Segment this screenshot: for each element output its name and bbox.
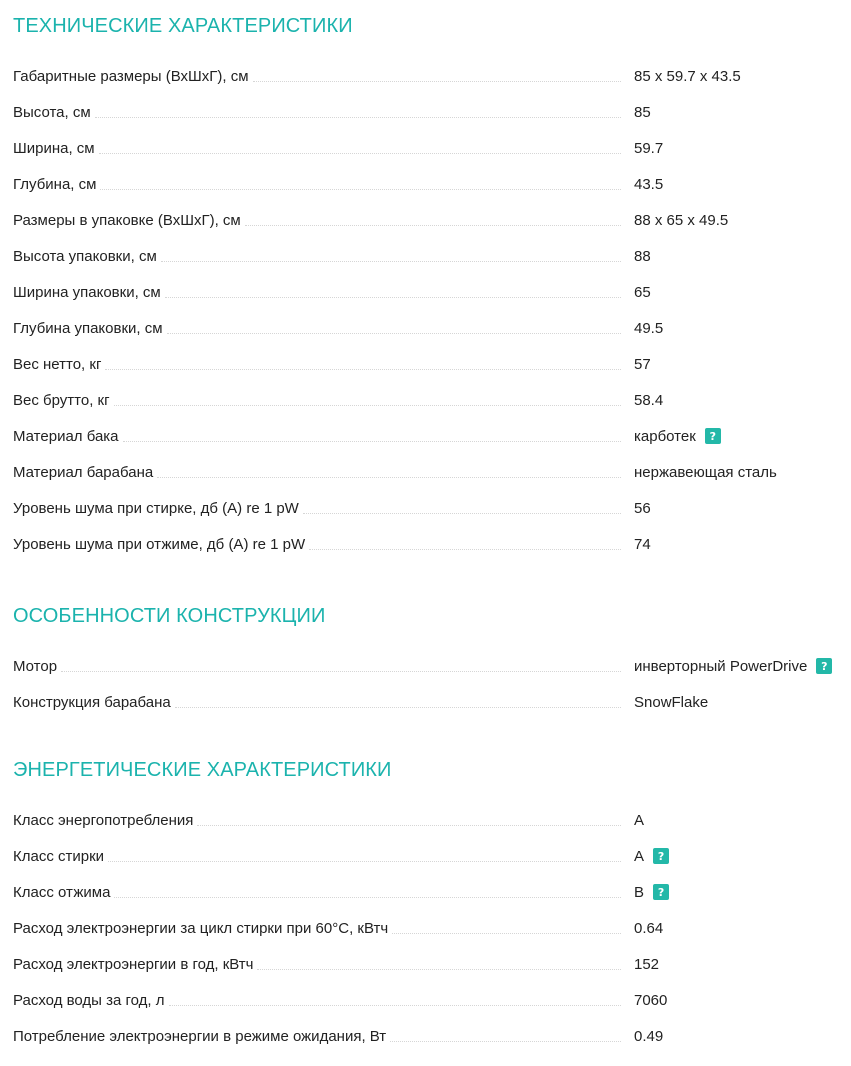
spec-row xyxy=(13,802,845,838)
spec-row xyxy=(13,838,845,874)
spec-row xyxy=(13,346,845,382)
spec-value: 88 x 65 x 49.5 xyxy=(634,211,729,229)
spec-value: нержавеющая сталь xyxy=(634,463,777,481)
dotted-leader xyxy=(392,933,621,934)
spec-row xyxy=(13,490,845,526)
dotted-leader xyxy=(123,441,621,442)
dotted-leader xyxy=(114,405,621,406)
spec-value-cell xyxy=(634,848,669,865)
dotted-leader xyxy=(95,117,621,118)
dotted-leader xyxy=(309,549,621,550)
section-title: ОСОБЕННОСТИ КОНСТРУКЦИИ xyxy=(13,605,326,627)
spec-row xyxy=(13,166,845,202)
dotted-leader xyxy=(161,261,621,262)
spec-value-cell xyxy=(634,464,777,481)
spec-row xyxy=(13,946,845,982)
spec-value: 88 xyxy=(634,247,651,265)
spec-label-cell xyxy=(13,418,621,454)
spec-label: Размеры в упаковке (ВхШхГ), см xyxy=(13,212,245,229)
spec-label: Глубина, см xyxy=(13,176,100,193)
spec-label: Конструкция барабана xyxy=(13,694,175,711)
dotted-leader xyxy=(257,969,621,970)
spec-row xyxy=(13,982,845,1018)
spec-label: Уровень шума при стирке, дб (А) re 1 pW xyxy=(13,500,303,517)
spec-row xyxy=(13,1018,845,1054)
spec-value-cell xyxy=(634,284,651,301)
spec-page xyxy=(13,0,845,1054)
spec-value-cell xyxy=(634,392,663,409)
dotted-leader xyxy=(303,513,621,514)
spec-row xyxy=(13,130,845,166)
spec-row xyxy=(13,58,845,94)
spec-value-cell xyxy=(634,320,663,337)
help-icon[interactable]: ? xyxy=(816,658,832,674)
spec-label-cell xyxy=(13,166,621,202)
dotted-leader xyxy=(105,369,621,370)
section-technical xyxy=(13,0,845,562)
spec-label-cell xyxy=(13,202,621,238)
spec-label-cell xyxy=(13,802,621,838)
spec-value-cell xyxy=(634,248,651,265)
spec-label: Материал бака xyxy=(13,428,123,445)
spec-label-cell xyxy=(13,874,621,910)
spec-label: Глубина упаковки, см xyxy=(13,320,167,337)
spec-label: Материал барабана xyxy=(13,464,157,481)
spec-value: 152 xyxy=(634,955,660,973)
spec-label: Расход воды за год, л xyxy=(13,992,169,1009)
spec-label-cell xyxy=(13,454,621,490)
spec-label: Расход электроэнергии в год, кВтч xyxy=(13,956,257,973)
spec-value: B xyxy=(634,883,645,901)
spec-label-cell xyxy=(13,94,621,130)
spec-label: Мотор xyxy=(13,658,61,675)
spec-list xyxy=(13,58,845,562)
spec-label-cell xyxy=(13,648,621,684)
spec-value: 0.49 xyxy=(634,1027,664,1045)
spec-value: 85 xyxy=(634,103,651,121)
section-energy xyxy=(13,744,845,1054)
spec-label-cell xyxy=(13,838,621,874)
spec-label: Вес брутто, кг xyxy=(13,392,114,409)
spec-row xyxy=(13,238,845,274)
spec-value-cell xyxy=(634,884,669,901)
section-title: ЭНЕРГЕТИЧЕСКИЕ ХАРАКТЕРИСТИКИ xyxy=(13,759,392,781)
spec-row xyxy=(13,648,845,684)
spec-label: Габаритные размеры (ВхШхГ), см xyxy=(13,68,253,85)
spec-value-cell xyxy=(634,212,728,229)
dotted-leader xyxy=(114,897,621,898)
dotted-leader xyxy=(390,1041,621,1042)
spec-value: 59.7 xyxy=(634,139,664,157)
spec-value-cell xyxy=(634,812,644,829)
spec-value: 0.64 xyxy=(634,919,664,937)
spec-row xyxy=(13,274,845,310)
spec-label: Ширина, см xyxy=(13,140,99,157)
spec-value: 43.5 xyxy=(634,175,664,193)
spec-value: A xyxy=(634,811,645,829)
spec-label: Высота упаковки, см xyxy=(13,248,161,265)
spec-row xyxy=(13,910,845,946)
spec-value: 65 xyxy=(634,283,651,301)
dotted-leader xyxy=(108,861,621,862)
dotted-leader xyxy=(61,671,621,672)
spec-label: Вес нетто, кг xyxy=(13,356,105,373)
spec-value: 56 xyxy=(634,499,651,517)
spec-row xyxy=(13,454,845,490)
spec-label-cell xyxy=(13,382,621,418)
spec-value: 58.4 xyxy=(634,391,664,409)
spec-value-cell xyxy=(634,68,741,85)
spec-row xyxy=(13,382,845,418)
spec-value-cell xyxy=(634,176,663,193)
spec-value-cell xyxy=(634,920,663,937)
spec-label-cell xyxy=(13,910,621,946)
spec-label: Потребление электроэнергии в режиме ожидания, Вт xyxy=(13,1028,390,1045)
help-icon[interactable]: ? xyxy=(653,884,669,900)
spec-value: A xyxy=(634,847,645,865)
spec-row xyxy=(13,310,845,346)
spec-label-cell xyxy=(13,274,621,310)
spec-value: 57 xyxy=(634,355,651,373)
spec-label: Класс стирки xyxy=(13,848,108,865)
spec-row xyxy=(13,202,845,238)
spec-value-cell xyxy=(634,500,651,517)
spec-label-cell xyxy=(13,490,621,526)
spec-label-cell xyxy=(13,310,621,346)
spec-value: SnowFlake xyxy=(634,693,709,711)
spec-value: 7060 xyxy=(634,991,668,1009)
help-icon[interactable]: ? xyxy=(653,848,669,864)
spec-value: 85 x 59.7 x 43.5 xyxy=(634,67,741,85)
spec-value-cell xyxy=(634,694,708,711)
spec-label: Ширина упаковки, см xyxy=(13,284,165,301)
spec-value: 49.5 xyxy=(634,319,664,337)
dotted-leader xyxy=(245,225,621,226)
spec-value-cell xyxy=(634,658,832,675)
spec-label-cell xyxy=(13,946,621,982)
spec-value-cell xyxy=(634,140,663,157)
spec-list xyxy=(13,802,845,1054)
dotted-leader xyxy=(157,477,621,478)
spec-label-cell xyxy=(13,982,621,1018)
dotted-leader xyxy=(99,153,621,154)
spec-row xyxy=(13,526,845,562)
spec-label-cell xyxy=(13,238,621,274)
spec-value-cell xyxy=(634,104,651,121)
spec-label: Расход электроэнергии за цикл стирки при 60°С, кВтч xyxy=(13,920,392,937)
spec-label-cell xyxy=(13,130,621,166)
spec-value-cell xyxy=(634,992,667,1009)
spec-label-cell xyxy=(13,684,621,720)
dotted-leader xyxy=(167,333,621,334)
dotted-leader xyxy=(100,189,621,190)
spec-value: 74 xyxy=(634,535,651,553)
spec-label: Высота, см xyxy=(13,104,95,121)
dotted-leader xyxy=(197,825,621,826)
spec-row xyxy=(13,684,845,720)
dotted-leader xyxy=(165,297,621,298)
spec-label-cell xyxy=(13,526,621,562)
spec-value-cell xyxy=(634,356,651,373)
spec-label: Уровень шума при отжиме, дб (А) re 1 pW xyxy=(13,536,309,553)
spec-row xyxy=(13,874,845,910)
spec-label: Класс энергопотребления xyxy=(13,812,197,829)
help-icon[interactable]: ? xyxy=(705,428,721,444)
dotted-leader xyxy=(175,707,621,708)
spec-row xyxy=(13,418,845,454)
spec-label-cell xyxy=(13,346,621,382)
spec-label-cell xyxy=(13,1018,621,1054)
spec-row xyxy=(13,94,845,130)
spec-value-cell xyxy=(634,956,659,973)
spec-label-cell xyxy=(13,58,621,94)
spec-value-cell xyxy=(634,536,651,553)
spec-value-cell xyxy=(634,428,721,445)
spec-label: Класс отжима xyxy=(13,884,114,901)
dotted-leader xyxy=(169,1005,621,1006)
section-design xyxy=(13,590,845,720)
spec-list xyxy=(13,648,845,720)
spec-value: инверторный PowerDrive xyxy=(634,657,808,675)
dotted-leader xyxy=(253,81,621,82)
spec-value-cell xyxy=(634,1028,663,1045)
spec-value: карботек xyxy=(634,427,696,445)
section-title: ТЕХНИЧЕСКИЕ ХАРАКТЕРИСТИКИ xyxy=(13,15,353,37)
